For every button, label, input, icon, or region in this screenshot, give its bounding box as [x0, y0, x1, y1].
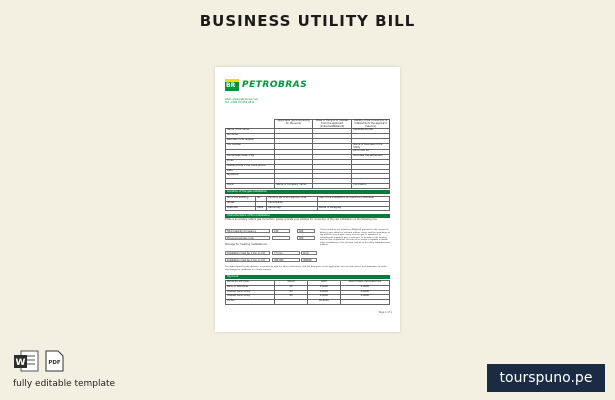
table-cell: Bank of Petrobras [226, 285, 275, 290]
field-value: 200 [297, 236, 315, 240]
table-cell: 0.0000 [307, 285, 340, 290]
field-label: Total capacity Occupancy [225, 229, 270, 233]
page-number: Page 1 of 1 [378, 311, 392, 314]
petrobras-logo: BR [225, 79, 239, 91]
table-row [226, 206, 390, 211]
table-cell: Interest bank utility [226, 295, 275, 300]
table-cell [312, 143, 351, 150]
hookup-value: 7.5 min [272, 251, 300, 255]
site-badge[interactable]: tourspuno.pe [487, 364, 605, 392]
section-payment-title: Payment [225, 275, 390, 279]
table-row [226, 300, 390, 305]
table-cell: Business code register [226, 138, 275, 143]
table-cell: AR to 000 00 [352, 150, 390, 155]
field-value [272, 236, 290, 240]
field-label: Previous business code [225, 236, 270, 240]
table-cell: No [256, 197, 267, 202]
table-cell: Parcel of Paraguay [318, 206, 390, 211]
table-cell: Name of Company name [275, 183, 313, 188]
table-cell: Use of the installation and service (Individual) [318, 197, 390, 202]
table-cell: Surname [226, 134, 275, 139]
table-cell: 0000 [256, 206, 267, 211]
table-cell: 00.0000 [307, 300, 340, 305]
table-row [226, 183, 390, 188]
table-cell: 00 [275, 295, 308, 300]
table-cell: Conclusion [352, 183, 390, 188]
applicant-table [225, 119, 390, 189]
table-cell: 0.0000 [307, 295, 340, 300]
document-page [215, 67, 400, 332]
table-cell: Place [226, 183, 275, 188]
table-cell [275, 300, 308, 305]
hookup-label: Installation must be 2 min in mm [225, 258, 270, 262]
table-cell: 0.0000 [340, 295, 389, 300]
table-cell: Name / First name [226, 129, 275, 134]
word-icon-letter: W [15, 358, 26, 368]
hookup-value: 999 000 [272, 258, 300, 262]
header-cell: Validity of the connection of Interest from the applicant (Service) [352, 120, 390, 129]
table-cell: No of the building [226, 197, 256, 202]
header-cell: Class of the grid of Interest from the applicant (Individual/Network) [312, 120, 351, 129]
hookup-label: Installation must be 1 min in mm [225, 251, 270, 255]
pdf-icon-label: PDF [48, 360, 61, 366]
field-value: 100 [272, 229, 290, 233]
table-cell: Percentage class, if Kg [226, 155, 275, 160]
table-cell: 0.0000 [340, 290, 389, 295]
payment-table [225, 280, 390, 305]
table-cell: Tax number [226, 143, 275, 150]
table-cell: Name of business of the Utility [352, 143, 390, 150]
field-value: 900 [297, 229, 315, 233]
location-table [225, 196, 390, 211]
table-cell: Monthly services calendar code [267, 197, 318, 202]
table-cell: Date [226, 169, 275, 174]
sec2-intro: If this is an existing natural gas connection, please indicate your address for connection of the new installation on the following line. [225, 218, 378, 221]
sec2-note: These period we are attaching (Modified) pursuant to the comments below to give details of relevant utilities, meter and the installation of the utilities. Very simple, every new the gas (in operation) to recording the supply of gas, in reference to location of the heating and the rest of operation. You can tell to ensure a capable to obtain other installations of the network, and all to Yes utility. Submitted and address. [320, 229, 390, 246]
header-cell: Applicable (periods paying for the work) [275, 120, 313, 129]
table-cell: Municipality [267, 201, 318, 206]
table-cell: Postcode [226, 206, 256, 211]
bottom-note: The undersigned hereby declares, in connection with the above information, that the data given in this application are true and correct, and undertakes to notify any changes in conditions in a timely manner. [225, 266, 387, 271]
table-cell: TOTAL [226, 300, 275, 305]
table-cell: 0.0000 [307, 290, 340, 295]
table-cell: Email [226, 159, 275, 164]
header-cell: DATE [307, 281, 340, 286]
table-cell: Interest bank utility [226, 290, 275, 295]
word-icon [13, 350, 39, 372]
table-cell [340, 300, 389, 305]
pdf-icon [43, 350, 65, 372]
table-cell: Signature [226, 174, 275, 179]
table-cell: 00 [275, 290, 308, 295]
table-cell: Parcel Key [267, 206, 318, 211]
hookup-value: 000000 [301, 258, 317, 262]
table-cell: 0.0000 [340, 285, 389, 290]
table-cell: 00 [275, 285, 308, 290]
table-cell: 0000000 00 000 [352, 129, 390, 134]
hookup-value: 0mm [301, 251, 317, 255]
table-cell [275, 143, 313, 150]
header-cell: ADDITIONAL INFORMATION [340, 281, 389, 286]
brand-name: PETROBRAS [242, 80, 308, 90]
table-cell: Street [226, 201, 256, 206]
section-location-title: Location of the gas installation [225, 190, 390, 194]
header-cell: PAYMENT METHOD [226, 281, 275, 286]
table-cell: Mobile phone 2 the client phone [226, 164, 275, 169]
table-cell: Purchase the settlement [352, 155, 390, 160]
page-title: BUSINESS UTILITY BILL [199, 12, 416, 30]
header-cell: VALUE [275, 281, 308, 286]
hookup-title: Storage for heating installations [225, 243, 267, 246]
editable-caption: fully editable template [13, 379, 116, 389]
company-tel: Tel: +900 00 354 4811 [225, 101, 255, 104]
table-cell [312, 183, 351, 188]
section-characteristics-title: Characteristics of the installation [225, 214, 390, 218]
company-web: Web: www.petrobras.com [225, 98, 259, 101]
